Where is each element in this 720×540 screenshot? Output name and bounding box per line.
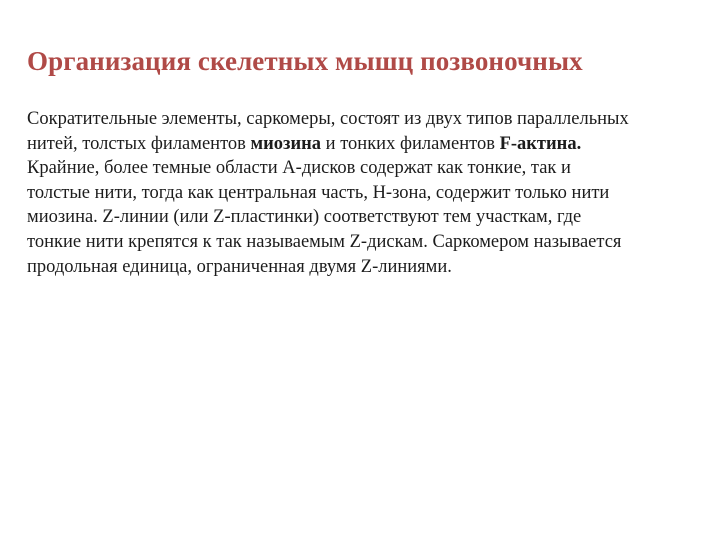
body-line-3: Крайние, более темные области А-дисков содержат как тонкие, так и	[27, 158, 571, 179]
body-line-4: толстые нити, тогда как центральная часть, Н-зона, содержит только нити	[27, 182, 610, 203]
body-line-5: миозина. Z-линии (или Z-пластинки) соответствуют тем участкам, где	[27, 207, 582, 228]
slide-body-text	[27, 107, 707, 279]
f-actin-term: F-актина.	[499, 133, 582, 154]
body-line-2-part-3: и тонких филаментов	[321, 133, 500, 154]
body-line-1: Сократительные элементы, саркомеры, состоят из двух типов параллельных	[27, 109, 629, 129]
body-line-2	[27, 132, 707, 157]
body-line-2-part-1: нитей, толстых филаментов	[27, 133, 251, 154]
body-line-6: тонкие нити крепятся к так называемым Z-дискам. Саркомером называется	[27, 231, 622, 252]
slide-title: Организация скелетных мышц позвоночных	[27, 46, 583, 76]
body-line-7: продольная единица, ограниченная двумя Z-линиями.	[27, 256, 452, 277]
myosin-term: миозина	[250, 133, 322, 154]
